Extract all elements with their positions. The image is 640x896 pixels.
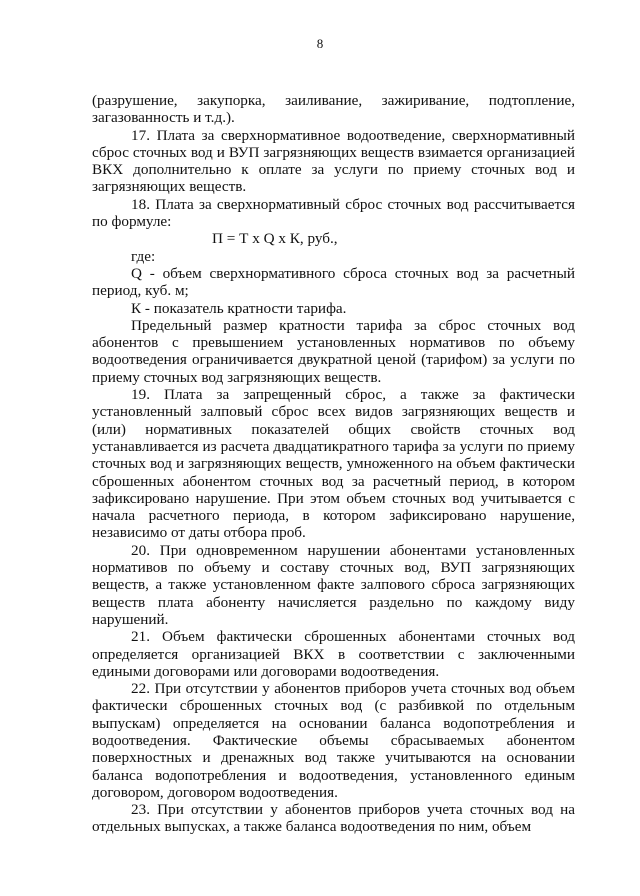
paragraph-18: 18. Плата за сверхнормативный сброс сточных вод рассчитывается по формуле:	[92, 195, 575, 231]
paragraph-22: 22. При отсутствии у абонентов приборов учета сточных вод объем фактически сброшенных сточных вод (с разбивкой по отдельным выпускам) определяется на основании баланса водопотребления и водоотведения. Фактические объемы сбрасываемых абонентом поверхностных и дренажных вод также учитываются на основании баланса водопотребления и водоотведения, установленного единым договором, договором водоотведения.	[92, 680, 575, 801]
paragraph-17: 17. Плата за сверхнормативное водоотведение, сверхнормативный сброс сточных вод и ВУП загрязняющих веществ взимается организацией ВКХ дополнительно к оплате за услуги по приему сточных вод и загрязняющих веществ.	[92, 126, 575, 196]
formula-where: где:	[131, 247, 156, 265]
definition-k: К - показатель кратности тарифа.	[131, 299, 347, 317]
page-number: 8	[316, 36, 324, 51]
paragraph-tariff-limit: Предельный размер кратности тарифа за сброс сточных вод абонентов с превышением установленных нормативов по объему водоотведения ограничивается двукратной ценой (тарифом) за услуги по приему сточных вод загрязняющих веществ.	[92, 316, 575, 386]
paragraph-19: 19. Плата за запрещенный сброс, а также за фактически установленный залповый сброс всех видов загрязняющих веществ и (или) нормативных показателей общих свойств сточных вод устанавливается из расчета двадцатикратного тарифа за услуги по приему сточных вод и загрязняющих веществ, умноженного на объем фактически сброшенных абонентом сточных вод за расчетный период, в котором зафиксировано нарушение. При этом объем сточных вод учитывается с начала расчетного периода, в котором зафиксировано нарушение, независимо от даты отбора проб.	[92, 386, 575, 542]
paragraph-20: 20. При одновременном нарушении абонентами установленных нормативов по объему и составу сточных вод, ВУП загрязняющих веществ, а также установленном факте залпового сброса загрязняющих веществ плата абоненту начисляется раздельно по каждому виду нарушений.	[92, 541, 575, 628]
definition-q: Q - объем сверхнормативного сброса сточных вод за расчетный период, куб. м;	[92, 264, 575, 300]
paragraph-23: 23. При отсутствии у абонентов приборов учета сточных вод на отдельных выпусках, а также баланса водоотведения по ним, объем	[92, 801, 575, 836]
paragraph-21: 21. Объем фактически сброшенных абонентами сточных вод определяется организацией ВКХ в соответствии с заключенными едиными договорами или договорами водоотведения.	[92, 628, 575, 680]
paragraph-continuation: (разрушение, закупорка, заиливание, зажиривание, подтопление, загазованность и т.д.).	[92, 92, 575, 127]
formula: П = Т х Q х К, руб.,	[212, 230, 338, 248]
document-body	[92, 92, 575, 836]
